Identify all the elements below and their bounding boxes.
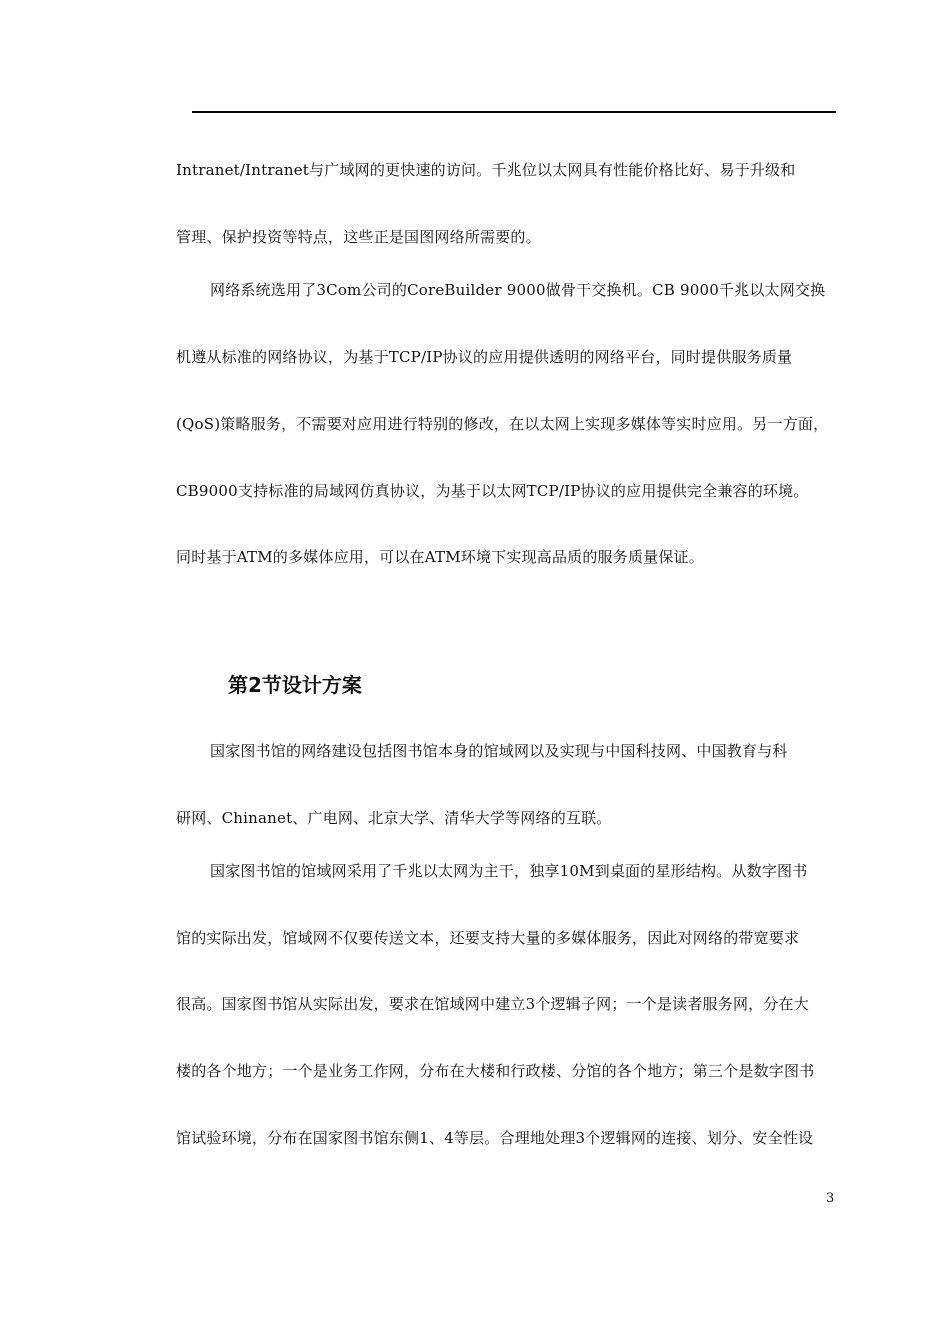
- paragraph-1-line-1: Intranet/Intranet与广域网的更快速的访问。千兆位以太网具有性能价格比好、易于升级和: [176, 161, 796, 179]
- paragraph-4-line-2: 馆的实际出发，馆域网不仅要传送文本，还要支持大量的多媒体服务，因此对网络的带宽要求: [176, 929, 800, 947]
- paragraph-4-line-1: 国家图书馆的馆域网采用了千兆以太网为主干，独享10M到桌面的星形结构。从数字图书: [210, 862, 808, 880]
- paragraph-4-line-4: 楼的各个地方；一个是业务工作网，分布在大楼和行政楼、分馆的各个地方；第三个是数字图书: [176, 1062, 815, 1080]
- paragraph-1-line-2: 管理、保护投资等特点，这些正是国图网络所需要的。: [176, 228, 541, 246]
- header-rule: [192, 111, 836, 113]
- paragraph-2-line-5: 同时基于ATM的多媒体应用，可以在ATM环境下实现高品质的服务质量保证。: [176, 548, 704, 566]
- paragraph-4-line-3: 很高。国家图书馆从实际出发，要求在馆域网中建立3个逻辑子网；一个是读者服务网，分在大: [176, 995, 809, 1013]
- paragraph-2-line-4: CB9000支持标准的局域网仿真协议，为基于以太网TCP/IP协议的应用提供完全兼容的环境。: [176, 482, 809, 500]
- section-heading: 第2节设计方案: [228, 673, 362, 697]
- paragraph-4-line-5: 馆试验环境，分布在国家图书馆东侧1、4等层。合理地处理3个逻辑网的连接、划分、安全性设: [176, 1129, 814, 1147]
- paragraph-2-line-3: (QoS)策略服务，不需要对应用进行特别的修改，在以太网上实现多媒体等实时应用。另一方面，: [176, 415, 829, 433]
- page-number: 3: [826, 1191, 835, 1206]
- paragraph-3-line-2: 研网、Chinanet、广电网、北京大学、清华大学等网络的互联。: [176, 809, 612, 827]
- paragraph-2-line-1: 网络系统选用了3Com公司的CoreBuilder 9000做骨干交换机。CB 9000千兆以太网交换: [210, 281, 826, 299]
- paragraph-2-line-2: 机遵从标准的网络协议，为基于TCP/IP协议的应用提供透明的网络平台，同时提供服务质量: [176, 348, 793, 366]
- paragraph-3-line-1: 国家图书馆的网络建设包括图书馆本身的馆域网以及实现与中国科技网、中国教育与科: [210, 742, 788, 760]
